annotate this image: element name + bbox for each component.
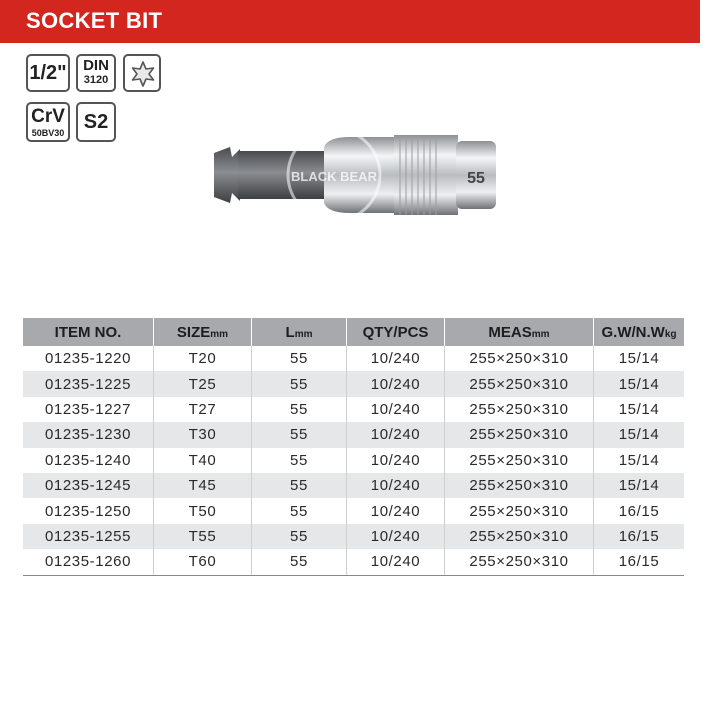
- cell-meas: 255×250×310: [445, 422, 594, 447]
- cell-size: T25: [154, 371, 252, 396]
- crv-badge: [26, 102, 70, 142]
- table-row: [23, 498, 684, 523]
- socket-marking: 55: [467, 170, 485, 187]
- cell-size: T55: [154, 524, 252, 549]
- table-row: [23, 422, 684, 447]
- cell-length: 55: [252, 346, 347, 371]
- page-title: SOCKET BIT: [26, 8, 163, 33]
- cell-qty: 10/240: [347, 498, 445, 523]
- cell-qty: 10/240: [347, 473, 445, 498]
- cell-length: 55: [252, 397, 347, 422]
- cell-item-no: 01235-1220: [44, 350, 132, 368]
- watermark-text: BLACK BEAR: [291, 169, 377, 184]
- cell-weight: 15/14: [594, 473, 685, 498]
- cell-meas: 255×250×310: [445, 448, 594, 473]
- col-size: SIZEmm: [154, 318, 252, 346]
- cell-item-no: 01235-1230: [23, 422, 154, 447]
- table-row: [23, 524, 684, 549]
- col-item-no: ITEM NO.: [23, 318, 154, 346]
- cell-qty: 10/240: [347, 397, 445, 422]
- cell-weight: 16/15: [594, 549, 685, 575]
- cell-qty: 10/240: [347, 448, 445, 473]
- cell-meas: 255×250×310: [445, 346, 594, 371]
- torx-badge: [123, 54, 161, 92]
- header-banner: [0, 0, 700, 43]
- table-header-row: [23, 318, 684, 346]
- din-badge: [76, 54, 116, 92]
- cell-size: T20: [154, 346, 252, 371]
- col-meas: MEASmm: [445, 318, 594, 346]
- cell-size: T45: [154, 473, 252, 498]
- cell-length: 55: [252, 448, 347, 473]
- cell-length: 55: [252, 371, 347, 396]
- din-number: 3120: [83, 74, 109, 86]
- drive-size-badge: [26, 54, 70, 92]
- cell-item-no: 01235-1255: [23, 524, 154, 549]
- cell-size: T60: [154, 549, 252, 575]
- cell-qty: 10/240: [347, 422, 445, 447]
- cell-item-no: 01235-1227: [44, 400, 132, 418]
- cell-qty: 10/240: [347, 346, 445, 371]
- table-row: [23, 346, 684, 371]
- table-row: [23, 397, 684, 422]
- col-length: Lmm: [252, 318, 347, 346]
- col-qty: QTY/PCS: [347, 318, 445, 346]
- cell-length: 55: [252, 422, 347, 447]
- cell-length: 55: [252, 524, 347, 549]
- table-row: [23, 371, 684, 396]
- din-label: DIN: [83, 57, 109, 74]
- cell-item-no: 01235-1260: [23, 549, 154, 575]
- cell-length: 55: [252, 498, 347, 523]
- s2-badge: [76, 102, 116, 142]
- cell-item-no: 01235-1240: [44, 451, 132, 469]
- cell-meas: 255×250×310: [445, 397, 594, 422]
- cell-weight: 15/14: [594, 422, 685, 447]
- cell-meas: 255×250×310: [445, 473, 594, 498]
- cell-item-no: 01235-1225: [23, 371, 154, 396]
- spec-table: [23, 318, 684, 576]
- torx-star-icon: [129, 60, 157, 88]
- cell-qty: 10/240: [347, 371, 445, 396]
- drive-size-label: 1/2": [29, 62, 67, 84]
- cell-size: T40: [154, 448, 252, 473]
- s2-label: S2: [83, 111, 109, 133]
- cell-weight: 15/14: [594, 346, 685, 371]
- cell-weight: 15/14: [594, 371, 685, 396]
- cell-size: T27: [154, 397, 252, 422]
- table-row: [23, 473, 684, 498]
- crv-grade: 50BV30: [31, 128, 65, 138]
- cell-meas: 255×250×310: [445, 371, 594, 396]
- cell-meas: 255×250×310: [445, 498, 594, 523]
- cell-qty: 10/240: [347, 524, 445, 549]
- cell-weight: 15/14: [594, 448, 685, 473]
- cell-length: 55: [252, 473, 347, 498]
- cell-item-no: 01235-1245: [23, 473, 154, 498]
- cell-meas: 255×250×310: [445, 549, 594, 575]
- col-weight: G.W/N.Wkg: [594, 318, 685, 346]
- cell-weight: 16/15: [594, 524, 685, 549]
- cell-size: T50: [154, 498, 252, 523]
- cell-weight: 16/15: [594, 498, 685, 523]
- cell-qty: 10/240: [347, 549, 445, 575]
- cell-weight: 15/14: [594, 397, 685, 422]
- cell-size: T30: [154, 422, 252, 447]
- cell-meas: 255×250×310: [445, 524, 594, 549]
- cell-length: 55: [252, 549, 347, 575]
- table-row: [23, 448, 684, 473]
- table-row: [23, 549, 684, 575]
- cell-item-no: 01235-1250: [44, 502, 132, 520]
- socket-bit-image: [210, 125, 510, 225]
- crv-label: CrV: [31, 106, 65, 127]
